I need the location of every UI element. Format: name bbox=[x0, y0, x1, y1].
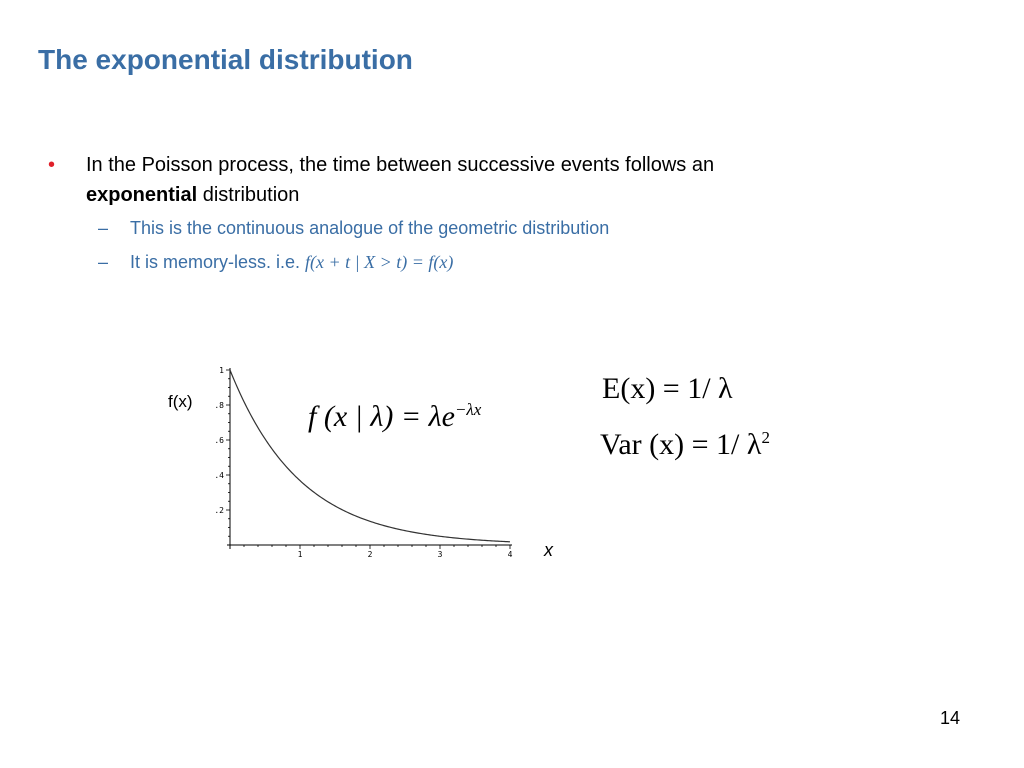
y-tick-label: .8 bbox=[214, 401, 224, 410]
pdf-equation-text: f (x | λ) = λe bbox=[308, 400, 455, 433]
bullet-main-bold: exponential bbox=[86, 184, 198, 206]
y-axis-label bbox=[168, 392, 193, 412]
y-tick-label: 1 bbox=[219, 366, 224, 375]
x-tick-label: 4 bbox=[507, 550, 513, 559]
slide-title: The exponential distribution bbox=[38, 44, 413, 75]
mean-equation-text: E(x) = 1/ λ bbox=[602, 372, 733, 405]
variance-equation-text: Var (x) = 1/ λ bbox=[600, 428, 762, 461]
page-number: 14 bbox=[940, 708, 961, 728]
chart-ticks bbox=[214, 366, 512, 559]
sub-bullet-2 bbox=[48, 250, 868, 274]
pdf-equation bbox=[308, 400, 481, 434]
memoryless-formula: f(x + t | X > t) = f(x) bbox=[305, 252, 454, 272]
sub-bullet-2-text: It is memory-less. i.e. bbox=[130, 252, 301, 272]
bullet-list bbox=[48, 150, 868, 274]
bullet-dot-icon: • bbox=[48, 154, 56, 176]
sub-bullet-1 bbox=[48, 216, 868, 240]
x-tick-label: 2 bbox=[367, 550, 373, 559]
bullet-main-text: In the Poisson process, the time between successive events follows an bbox=[86, 154, 715, 176]
sub-bullet-1-text: This is the continuous analogue of the geometric distribution bbox=[130, 218, 610, 238]
exponential-chart bbox=[205, 362, 525, 562]
dash-icon: – bbox=[98, 218, 109, 238]
y-tick-label: .6 bbox=[214, 436, 224, 445]
y-axis-label-text: f(x) bbox=[168, 392, 193, 411]
x-tick-label: 1 bbox=[297, 550, 303, 559]
series-line bbox=[230, 370, 510, 542]
variance-exponent: 2 bbox=[761, 428, 770, 447]
dash-icon: – bbox=[98, 252, 109, 272]
x-tick-label: 3 bbox=[437, 550, 443, 559]
bullet-main-tail: distribution bbox=[202, 184, 300, 206]
chart-axes bbox=[227, 368, 512, 549]
bullet-item-main bbox=[48, 150, 868, 210]
y-tick-label: .4 bbox=[214, 471, 224, 480]
x-axis-label: x bbox=[544, 540, 553, 560]
y-tick-label: .2 bbox=[214, 506, 224, 515]
mean-equation bbox=[602, 372, 733, 406]
variance-equation bbox=[600, 428, 770, 462]
pdf-exponent: −λx bbox=[454, 400, 482, 419]
